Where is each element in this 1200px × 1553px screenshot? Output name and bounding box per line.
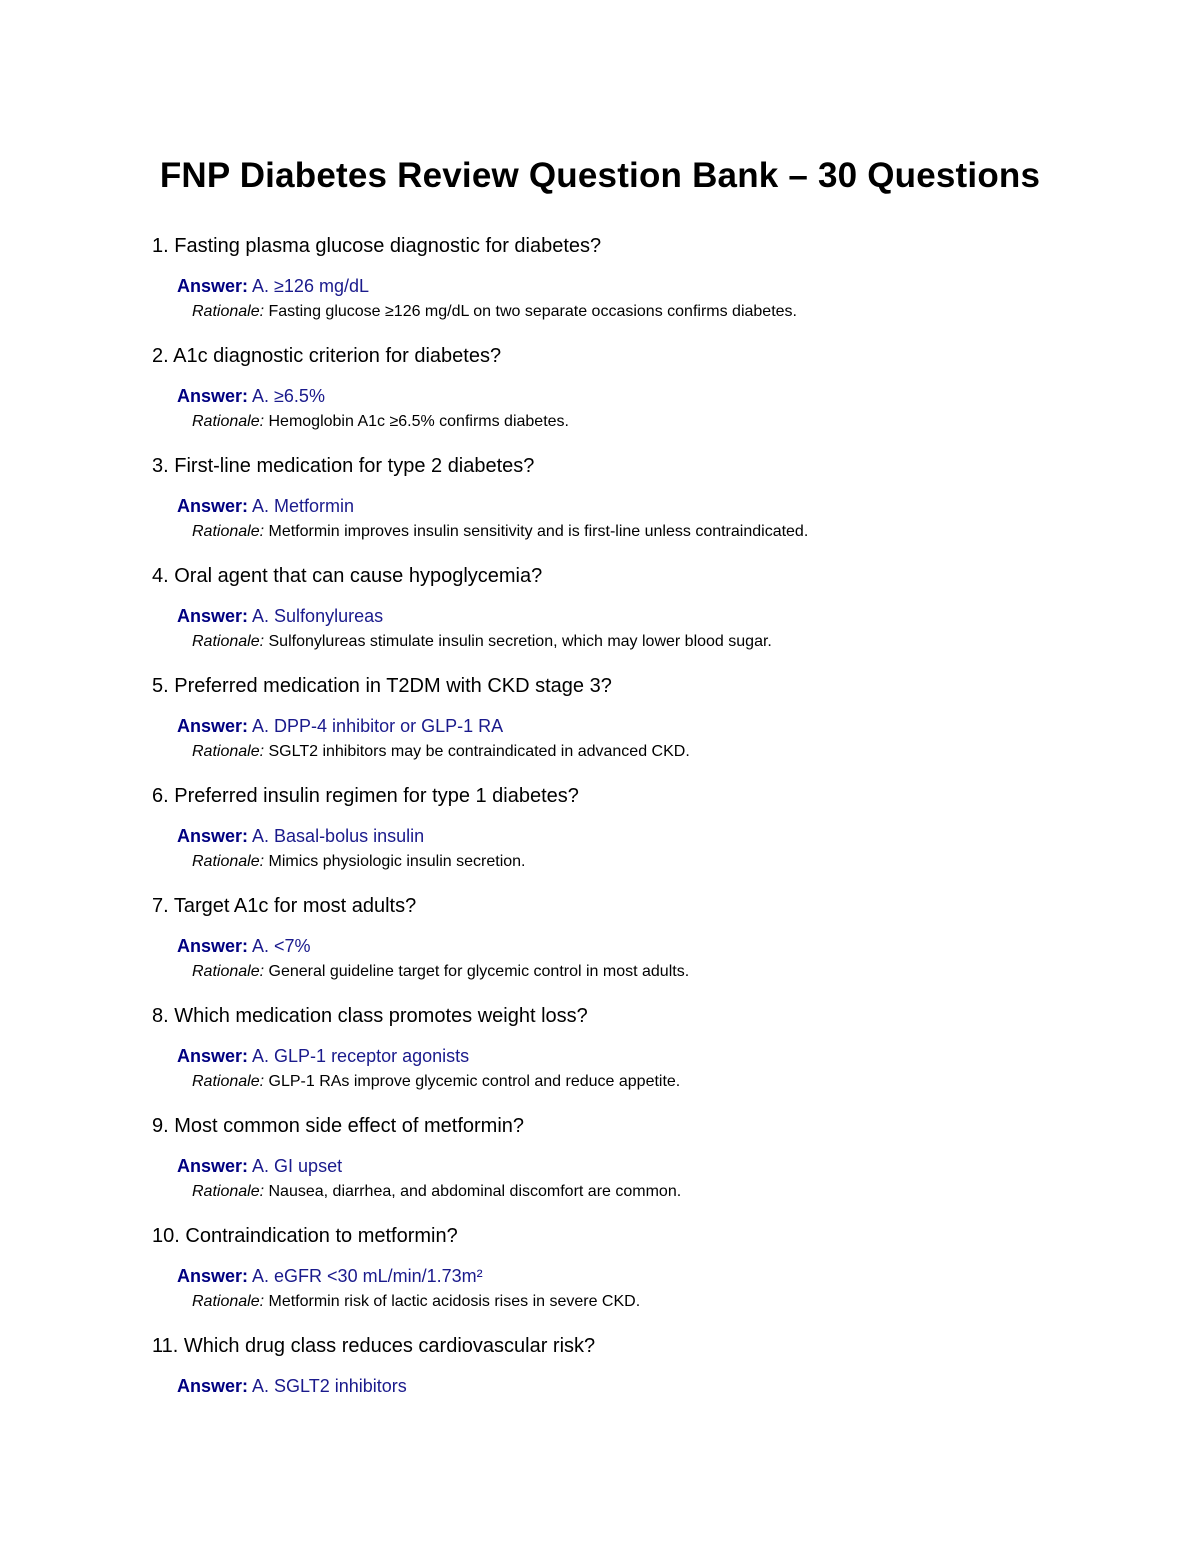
answer-line [177,1263,483,1289]
question-text [152,1222,458,1250]
question-number: 10. [152,1225,180,1247]
answer-label: Answer: [177,826,249,846]
answer-value: A. GI upset [252,1156,343,1176]
question-text [152,452,534,480]
answer-label: Answer: [177,1376,249,1396]
rationale-label: Rationale: [192,413,265,430]
question-text [152,1332,595,1360]
answer-label: Answer: [177,1266,249,1286]
question-number: 3. [152,455,169,477]
question-text [152,342,501,370]
rationale-text: General guideline target for glycemic control in most adults. [268,963,690,980]
rationale-label: Rationale: [192,743,265,760]
answer-label: Answer: [177,276,249,296]
rationale-line [192,850,525,874]
rationale-text: Fasting glucose ≥126 mg/dL on two separate occasions confirms diabetes. [268,303,797,320]
question-text [152,1112,524,1140]
question-number: 11. [152,1335,179,1357]
rationale-label: Rationale: [192,303,265,320]
answer-line [177,603,383,629]
rationale-text: Nausea, diarrhea, and abdominal discomfort are common. [268,1183,682,1200]
question-text [152,782,579,810]
question-number: 8. [152,1005,169,1027]
answer-value: A. eGFR <30 mL/min/1.73m² [252,1266,483,1286]
question-body: Preferred insulin regimen for type 1 diabetes? [174,785,579,807]
answer-value: A. ≥126 mg/dL [252,276,369,296]
answer-value: A. Sulfonylureas [252,606,384,626]
rationale-text: Metformin improves insulin sensitivity and is first-line unless contraindicated. [268,523,809,540]
answer-value: A. DPP-4 inhibitor or GLP-1 RA [252,716,504,736]
question-text [152,562,542,590]
question-body: Preferred medication in T2DM with CKD stage 3? [174,675,612,697]
question-number: 4. [152,565,169,587]
rationale-line [192,1070,680,1094]
rationale-text: Metformin risk of lactic acidosis rises in severe CKD. [268,1293,641,1310]
rationale-line [192,300,797,324]
question-body: A1c diagnostic criterion for diabetes? [173,345,502,367]
rationale-line [192,630,772,654]
question-number: 7. [152,895,169,917]
answer-line [177,1153,342,1179]
answer-value: A. GLP-1 receptor agonists [252,1046,470,1066]
answer-line [177,273,369,299]
rationale-line [192,1180,681,1204]
answer-label: Answer: [177,1156,249,1176]
rationale-label: Rationale: [192,853,265,870]
question-body: Most common side effect of metformin? [174,1115,525,1137]
question-body: Fasting plasma glucose diagnostic for diabetes? [174,235,602,257]
answer-line [177,1373,407,1399]
question-text [152,1002,588,1030]
answer-value: A. <7% [252,936,311,956]
question-number: 6. [152,785,169,807]
answer-line [177,383,325,409]
rationale-line [192,960,689,984]
answer-label: Answer: [177,936,249,956]
question-body: Contraindication to metformin? [185,1225,458,1247]
answer-value: A. ≥6.5% [252,386,325,406]
answer-line [177,823,424,849]
question-body: Which medication class promotes weight loss? [174,1005,588,1027]
answer-label: Answer: [177,1046,249,1066]
question-body: Oral agent that can cause hypoglycemia? [174,565,543,587]
question-body: Which drug class reduces cardiovascular risk? [183,1335,596,1357]
answer-label: Answer: [177,716,249,736]
rationale-line [192,1290,640,1314]
answer-line [177,933,311,959]
question-body: Target A1c for most adults? [173,895,417,917]
question-text [152,232,601,260]
question-text [152,672,612,700]
answer-value: A. Metformin [252,496,355,516]
answer-line [177,493,354,519]
answer-label: Answer: [177,606,249,626]
rationale-line [192,740,690,764]
rationale-label: Rationale: [192,633,265,650]
rationale-label: Rationale: [192,963,265,980]
answer-label: Answer: [177,386,249,406]
answer-value: A. Basal-bolus insulin [252,826,425,846]
rationale-text: Hemoglobin A1c ≥6.5% confirms diabetes. [268,413,569,430]
answer-label: Answer: [177,496,249,516]
rationale-line [192,410,569,434]
rationale-text: Mimics physiologic insulin secretion. [268,853,526,870]
answer-line [177,1043,469,1069]
question-number: 2. [152,345,169,367]
question-number: 5. [152,675,169,697]
rationale-text: Sulfonylureas stimulate insulin secretion, which may lower blood sugar. [268,633,772,650]
rationale-label: Rationale: [192,523,265,540]
answer-line [177,713,503,739]
question-number: 9. [152,1115,169,1137]
question-body: First-line medication for type 2 diabetes? [174,455,535,477]
rationale-label: Rationale: [192,1073,265,1090]
rationale-line [192,520,808,544]
page-title: FNP Diabetes Review Question Bank – 30 Questions [159,156,1041,195]
question-text [152,892,416,920]
question-number: 1. [152,235,169,257]
rationale-label: Rationale: [192,1293,265,1310]
rationale-text: GLP-1 RAs improve glycemic control and reduce appetite. [268,1073,681,1090]
rationale-label: Rationale: [192,1183,265,1200]
answer-value: A. SGLT2 inhibitors [252,1376,407,1396]
rationale-text: SGLT2 inhibitors may be contraindicated in advanced CKD. [268,743,690,760]
